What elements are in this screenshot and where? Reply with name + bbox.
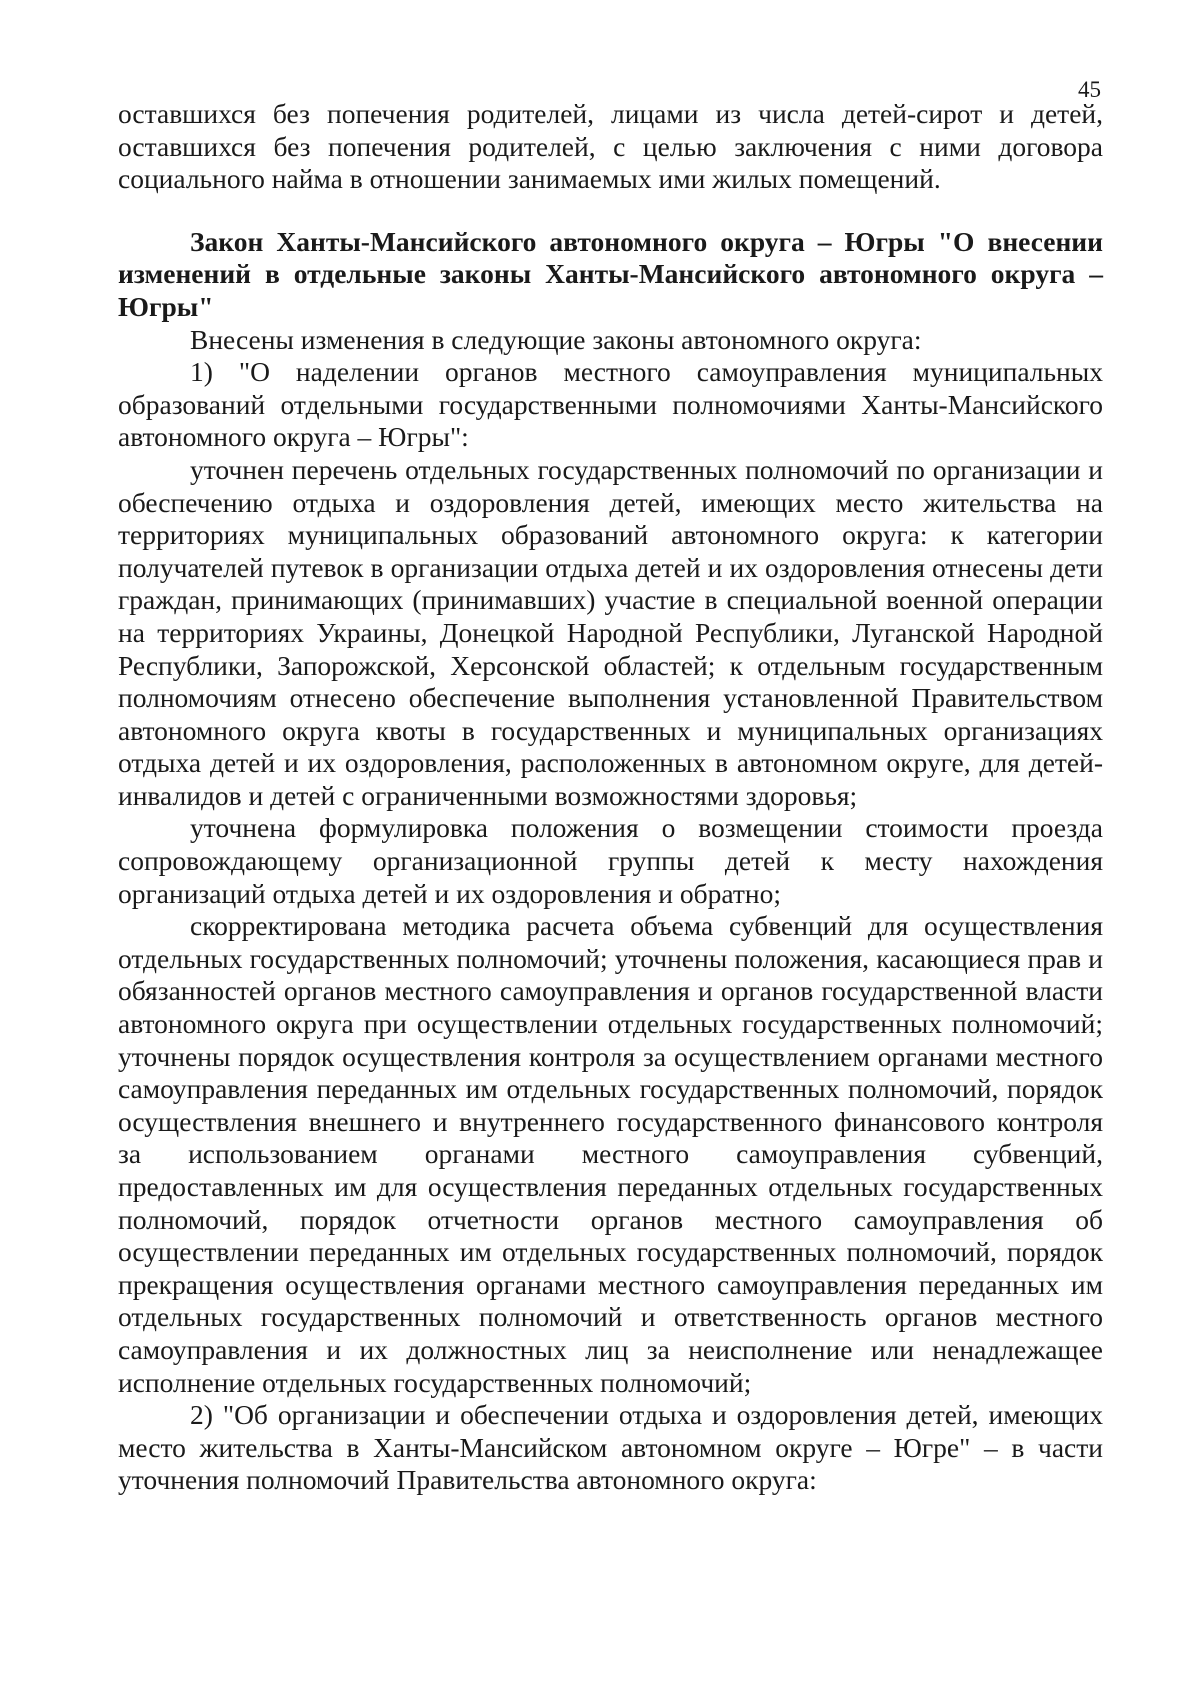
body-paragraph-subvention-method: скорректирована методика расчета объема субвенций для осуществления отдельных государственных полномочий; уточнены положения, касающиеся прав и обязанностей органов местного самоуправления и органов государственной власти автономного округа при осуществлении отдельных государственных полномочий; уточнены порядок осуществления контроля за осуществлением органами местного самоуправления переданных им отдельных государственных полномочий, порядок осуществления внешнего и внутреннего государственного финансового контроля за использованием органами местного самоуправления субвенций, предоставленных им для осуществления переданных отдельных государственных полномочий, порядок отчетности органов местного самоуправления об осуществлении переданных им отдельных государственных полномочий, порядок прекращения осуществления органами местного самоуправления переданных им отдельных государственных полномочий и ответственность органов местного самоуправления и их должностных лиц за неисполнение или ненадлежащее исполнение отдельных государственных полномочий; (118, 910, 1103, 1398)
body-paragraph-continuation: оставшихся без попечения родителей, лицами из числа детей-сирот и детей, оставшихся без попечения родителей, с целью заключения с ними договора социального найма в отношении занимаемых ими жилых помещений. (118, 98, 1103, 195)
list-item-2: 2) "Об организации и обеспечении отдыха и оздоровления детей, имеющих место жительства в Ханты-Мансийском автономном округе – Югре" – в части уточнения полномочий Правительства автономного округа: (118, 1399, 1103, 1496)
document-body (118, 98, 1103, 1497)
page-number: 45 (1078, 77, 1101, 102)
body-paragraph-list-of-powers: уточнен перечень отдельных государственных полномочий по организации и обеспечению отдыха и оздоровления детей, имеющих место жительства на территориях муниципальных образований автономного округа: к категории получателей путевок в организации отдыха детей и их оздоровления отнесены дети граждан, принимающих (принимавших) участие в специальной военной операции на территориях Украины, Донецкой Народной Республики, Луганской Народной Республики, Запорожской, Херсонской областей; к отдельным государственным полномочиям отнесено обеспечение выполнения установленной Правительством автономного округа квоты в государственных и муниципальных организациях отдыха детей и их оздоровления, расположенных в автономном округе, для детей-инвалидов и детей с ограниченными возможностями здоровья; (118, 453, 1103, 811)
body-paragraph-intro: Внесены изменения в следующие законы автономного округа: (190, 323, 922, 355)
list-item-1: 1) "О наделении органов местного самоуправления муниципальных образований отдельными государственными полномочиями Ханты-Мансийского автономного округа – Югры": (118, 356, 1103, 453)
body-paragraph-travel-reimbursement: уточнена формулировка положения о возмещении стоимости проезда сопровождающему организационной группы детей к месту нахождения организаций отдыха детей и их оздоровления и обратно; (118, 812, 1103, 909)
law-heading: Закон Ханты-Мансийского автономного округа – Югры "О внесении изменений в отдельные законы Ханты-Мансийского автономного округа – Югры" (118, 225, 1103, 322)
